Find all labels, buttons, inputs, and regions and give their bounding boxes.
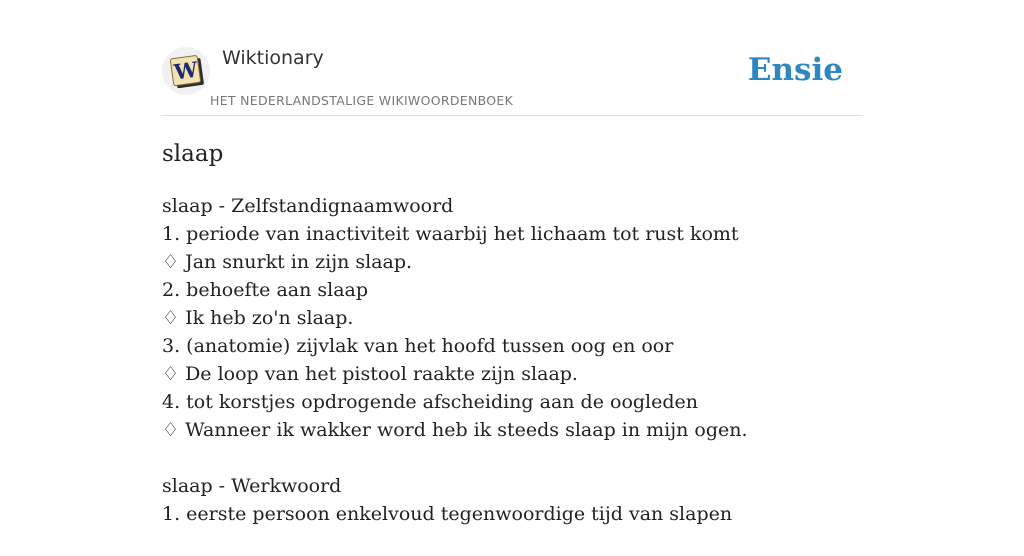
ensie-brand-link[interactable]: Ensie — [747, 52, 843, 88]
wiktionary-logo-icon[interactable] — [162, 47, 210, 95]
entry-content — [162, 138, 862, 556]
definition-line: 1. periode van inactiviteit waarbij het lichaam tot rust komt — [162, 223, 739, 245]
logo-letter: W — [172, 56, 200, 85]
definition-line: 1. eerste persoon enkelvoud tegenwoordige tijd van slapen — [162, 503, 733, 525]
definition-line: 2. behoefte aan slaap — [162, 279, 369, 301]
site-header — [162, 0, 862, 116]
section-heading: slaap - Werkwoord — [162, 475, 342, 497]
definition-line: 4. tot korstjes opdrogende afscheiding aan de oogleden — [162, 391, 699, 413]
definition-section-verb — [162, 472, 862, 528]
site-name[interactable]: Wiktionary — [222, 47, 324, 69]
site-tagline: HET NEDERLANDSTALIGE WIKIWOORDENBOEK — [210, 93, 514, 108]
definition-line: 3. (anatomie) zijvlak van het hoofd tussen oog en oor — [162, 335, 674, 357]
example-line: ♢ Wanneer ik wakker word heb ik steeds slaap in mijn ogen. — [162, 419, 748, 441]
example-line: ♢ De loop van het pistool raakte zijn slaap. — [162, 363, 578, 385]
entry-title: slaap — [162, 141, 224, 167]
logo-tile-graphic — [162, 47, 210, 95]
example-line: ♢ Ik heb zo'n slaap. — [162, 307, 354, 329]
example-line: ♢ Jan snurkt in zijn slaap. — [162, 251, 413, 273]
section-heading: slaap - Zelfstandignaamwoord — [162, 195, 454, 217]
definition-section-noun — [162, 192, 862, 444]
